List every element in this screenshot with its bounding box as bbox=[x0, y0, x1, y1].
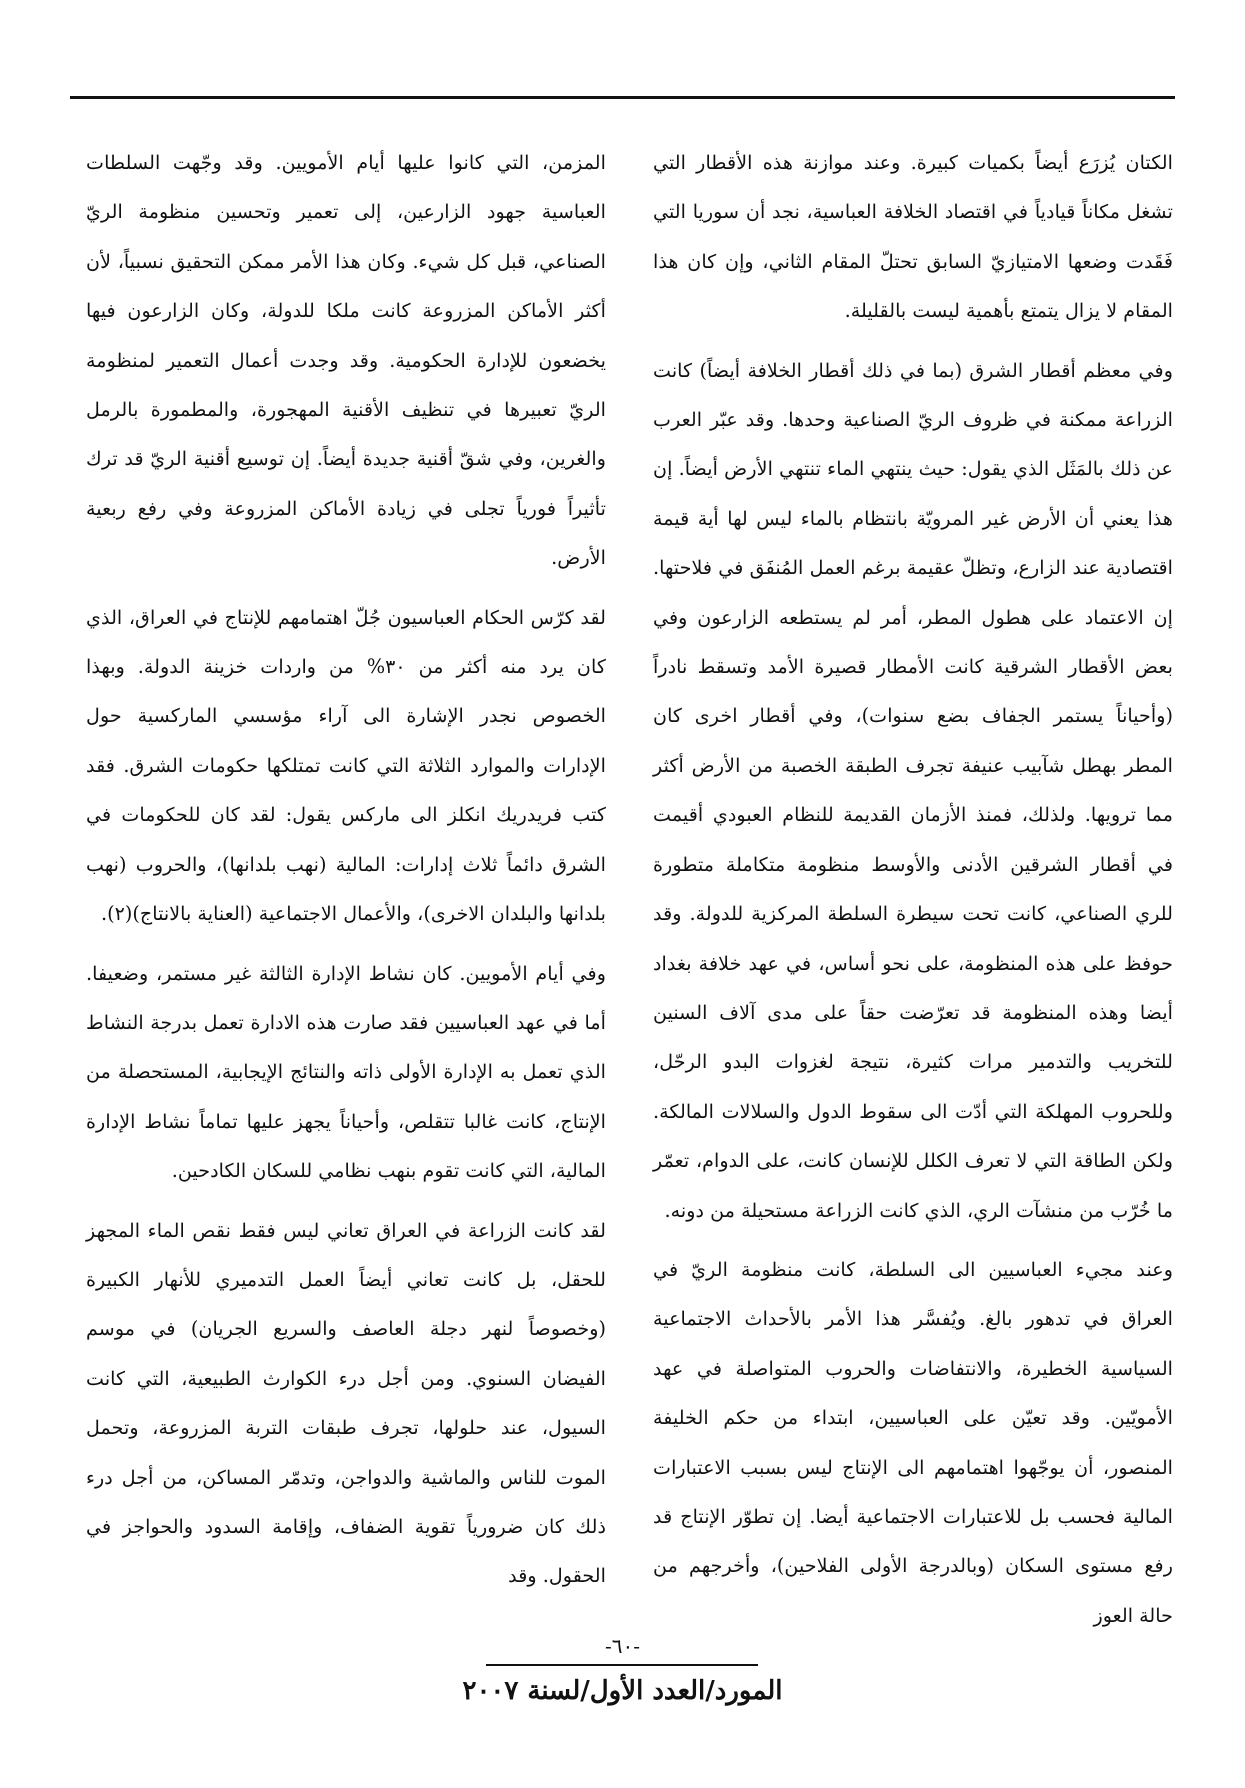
right-column bbox=[653, 138, 1173, 1650]
paragraph: وفي أيام الأمويين. كان نشاط الإدارة الثالثة غير مستمر، وضعيفا. أما في عهد العباسيين فقد صارت هذه الادارة تعمل بدرجة النشاط الذي تعمل به الإدارة الأولى ذاته والنتائج الإيجابية، المستحصلة من الإنتاج، كانت غالبا تتقلص، وأحياناً يجهز عليها تماماً نشاط الإدارة المالية، التي كانت تقوم بنهب نظامي للسكان الكادحين. bbox=[86, 961, 606, 1183]
paragraph: وعند مجيء العباسيين الى السلطة، كانت منظومة الريّ في العراق في تدهور بالغ. ويُفسَّر هذا الأمر بالأحداث الاجتماعية السياسية الخطيرة، والانتفاضات والحروب المتواصلة في عهد الأمويّين. وقد تعيّن على العباسيين، ابتداء من حكم الخليفة المنصور، أن يوجّهوا اهتمامهم الى الإنتاج ليس بسبب الاعتبارات المالية فحسب بل للاعتبارات الاجتماعية أيضا. إن تطوّر الإنتاج قد رفع مستوى السكان (وبالدرجة الأولى الفلاحين)، وأخرجهم من حالة العوز bbox=[653, 1257, 1173, 1627]
header-rule bbox=[70, 96, 1175, 99]
footer-rule bbox=[486, 1664, 758, 1666]
paragraph: لقد كرّس الحكام العباسيون جُلّ اهتمامهم للإنتاج في العراق، الذي كان يرد منه أكثر من ٣٠% من واردات خزينة الدولة. وبهذا الخصوص نجدر الإشارة الى آراء مؤسسي الماركسية حول الإدارات والموارد الثلاثة التي كانت تمتلكها حكومات الشرق. فقد كتب فريدريك انكلز الى ماركس يقول: لقد كان للحكومات في الشرق دائماً ثلاث إدارات: المالية (نهب بلدانها)، والحروب (نهب بلدانها والبلدان الاخرى)، والأعمال الاجتماعية (العناية بالانتاج)(٢). bbox=[86, 605, 606, 926]
paragraph: الكتان يُزرَع أيضاً بكميات كبيرة. وعند موازنة هذه الأقطار التي تشغل مكاناً قيادياً في اقتصاد الخلافة العباسية، نجد أن سوريا التي فَقَدت وضعها الامتيازيّ السابق تحتلّ المقام الثاني، وإن كان هذا المقام لا يزال يتمتع بأهمية ليست بالقليلة. bbox=[653, 151, 1173, 323]
paragraph: وفي معظم أقطار الشرق (بما في ذلك أقطار الخلافة أيضاً) كانت الزراعة ممكنة في ظروف الريّ الصناعية وحدها. وقد عبّر العرب عن ذلك بالمَثَل الذي يقول: حيث ينتهي الماء تنتهي الأرض أيضاً. إن هذا يعني أن الأرض غير المرويّة بانتظام بالماء ليس لها أية قيمة اقتصادية عند الزارع، وتظلّ عقيمة برغم العمل المُنفَق في فلاحتها. إن الاعتماد على هطول المطر، أمر لم يستطعه الزارعون وفي بعض الأقطار الشرقية كانت الأمطار قصيرة الأمد وتسقط نادراً (وأحياناً يستمر الجفاف بضع سنوات)، وفي أقطار اخرى كان المطر بهطل شآبيب عنيفة تجرف الطبقة الخصبة من الأرض أكثر مما ترويها. ولذلك، فمنذ الأزمان القديمة للنظام العبودي أقيمت في أقطار الشرقين الأدنى والأوسط منظومة متكاملة متطورة للري الصناعي، كانت تحت سيطرة السلطة المركزية للدولة. وقد حوفظ على هذه المنظومة، على نحو أساس، في عهد خلافة بغداد أيضا وهذه المنظومة قد تعرّضت حقاً على مدى آلاف السنين للتخريب والتدمير مرات كثيرة، نتيجة لغزوات البدو الرحّل، وللحروب المهلكة التي أدّت الى سقوط الدول والسلالات المالكة. ولكن الطاقة التي لا تعرف الكلل للإنسان كانت، على الدوام، تعمّر ما خُرّب من منشآت الري، الذي كانت الزراعة مستحيلة من دونه. bbox=[653, 358, 1173, 1222]
page-number: -٦٠- bbox=[604, 1634, 640, 1658]
journal-footer: المورد/العدد الأول/لسنة ٢٠٠٧ bbox=[462, 1676, 783, 1706]
left-column bbox=[86, 138, 606, 1611]
paragraph: لقد كانت الزراعة في العراق تعاني ليس فقط نقص الماء المجهز للحقل، بل كانت تعاني أيضاً العمل التدميري للأنهار الكبيرة (وخصوصاً لنهر دجلة العاصف والسريع الجريان) في موسم الفيضان السنوي. ومن أجل درء الكوارث الطبيعية، التي كانت السيول، عند حلولها، تجرف طبقات التربة المزروعة، وتحمل الموت للناس والماشية والدواجن، وتدمّر المساكن، من أجل درء ذلك كان ضرورياً تقوية الضفاف، وإقامة السدود والحواجز في الحقول. وقد bbox=[86, 1218, 606, 1588]
paragraph: المزمن، التي كانوا عليها أيام الأمويين. وقد وجّهت السلطات العباسية جهود الزارعين، إلى تعمير وتحسين منظومة الريّ الصناعي، قبل كل شيء. وكان هذا الأمر ممكن التحقيق نسبياً، لأن أكثر الأماكن المزروعة كانت ملكا للدولة، وكان الزارعون فيها يخضعون للإدارة الحكومية. وقد وجدت أعمال التعمير لمنظومة الريّ تعبيرها في تنظيف الأقنية المهجورة، والمطمورة بالرمل والغرين، وفي شقّ أقنية جديدة أيضاً. إن توسيع أقنية الريّ قد ترك تأثيراً فورياً تجلى في زيادة الأماكن المزروعة وفي رفع ربعية الأرض. bbox=[86, 151, 606, 570]
